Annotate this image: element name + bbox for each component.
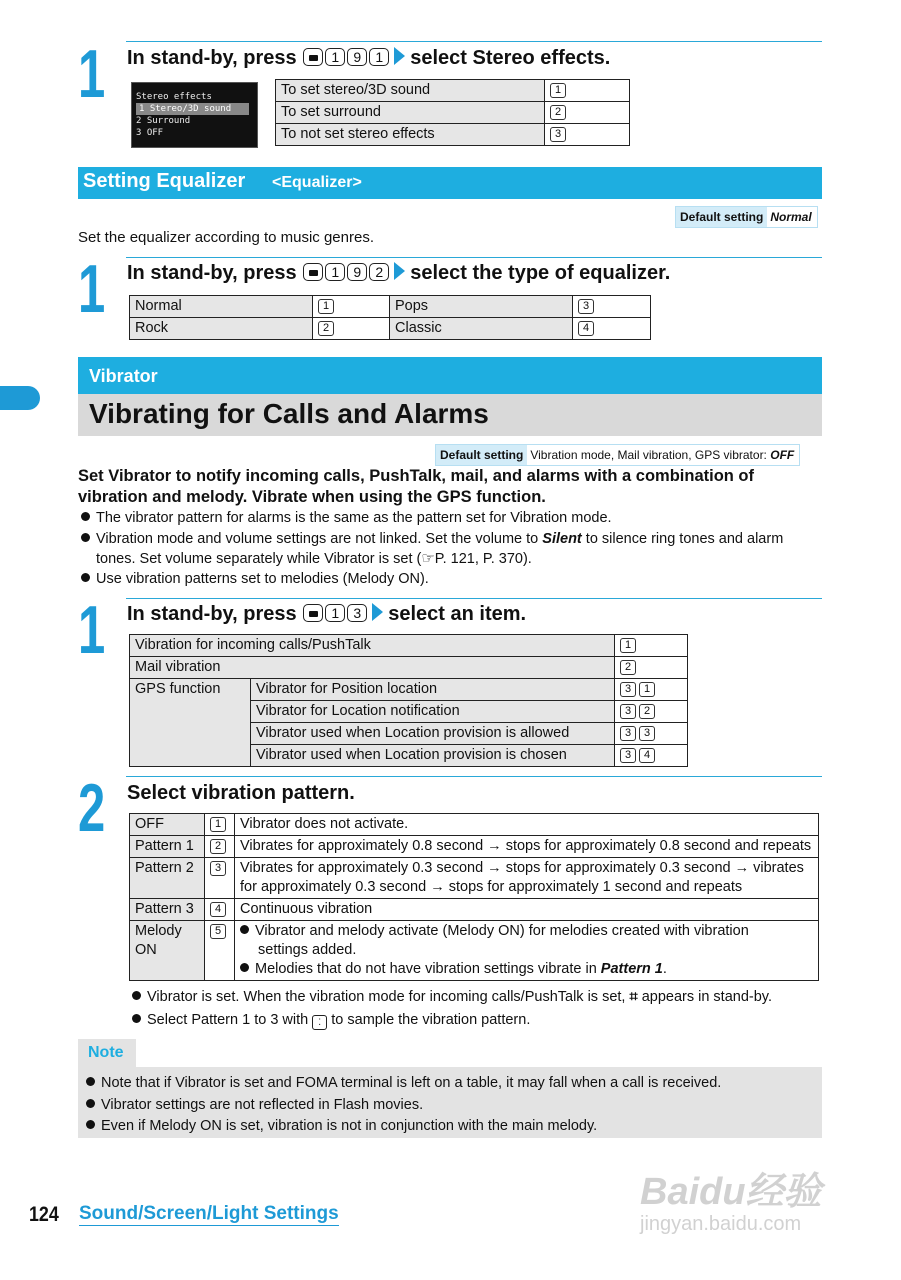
- table-row: [276, 102, 630, 124]
- table-cell: [573, 296, 651, 318]
- note-item: [86, 1073, 721, 1093]
- key-icon: 3: [578, 299, 594, 314]
- table-cell: Pops: [390, 296, 573, 318]
- bullet-icon: [86, 1099, 95, 1108]
- table-cell: [205, 814, 235, 836]
- cell-text: .: [662, 961, 667, 977]
- step-rule: [126, 776, 822, 777]
- table-cell: Vibrates for approximately 0.8 second → stops for approximately 0.8 second and repeats: [235, 836, 819, 858]
- step-title: [127, 602, 526, 626]
- table-cell: [615, 657, 688, 679]
- cell-line: ON: [135, 942, 157, 958]
- table-row: [130, 657, 688, 679]
- step-number: 1: [78, 36, 106, 112]
- note-box: [78, 1067, 822, 1138]
- bullet-item: [81, 569, 429, 589]
- table-row: [130, 296, 651, 318]
- step-title: Select vibration pattern.: [127, 782, 355, 804]
- key-icon: 3: [347, 604, 367, 622]
- cell-line: for approximately 0.3 second → stops for approximately 1 second and repeats: [240, 879, 743, 895]
- page-title-band: [78, 394, 822, 436]
- bullet-item: [81, 508, 612, 528]
- key-icon: 3: [620, 748, 636, 763]
- table-row: [130, 814, 819, 836]
- key-icon: 2: [550, 105, 566, 120]
- table-cell: Vibrator for Location notification: [251, 701, 615, 723]
- table-cell: [313, 296, 390, 318]
- table-cell: [235, 858, 819, 899]
- key-icon: 4: [639, 748, 655, 763]
- arrow-right-icon: [394, 262, 405, 280]
- pattern-table: [129, 813, 819, 981]
- arrow-right-icon: [394, 47, 405, 65]
- step-number: 1: [78, 592, 106, 668]
- phone-screen: [131, 82, 258, 148]
- bullet-icon: [132, 991, 141, 1000]
- key-icon: 5: [210, 924, 226, 939]
- bullet-text: Vibration mode and volume settings are not linked. Set the volume to: [96, 531, 539, 547]
- page-title: Vibrating for Calls and Alarms: [89, 398, 489, 429]
- step-prefix: In stand-by, press: [127, 603, 297, 625]
- note-text: Vibrator settings are not reflected in Flash movies.: [101, 1097, 424, 1113]
- intro-line: Set Vibrator to notify incoming calls, PushTalk, mail, and alarms with a combination of: [78, 467, 755, 485]
- key-icon: 2: [620, 660, 636, 675]
- default-setting-box: [675, 206, 818, 228]
- table-cell: [205, 836, 235, 858]
- cell-line: Vibrates for approximately 0.3 second → stops for approximately 0.3 second → vibrates: [240, 860, 804, 876]
- side-tab: [0, 386, 40, 410]
- screen-item: 2 Surround: [136, 116, 191, 126]
- bullet-icon: [81, 533, 90, 542]
- table-cell: [545, 102, 630, 124]
- table-cell: [615, 701, 688, 723]
- table-cell: [615, 745, 688, 767]
- key-icon: 1: [325, 604, 345, 622]
- bullet-text: Vibrator is set. When the vibration mode for incoming calls/PushTalk is set,: [147, 989, 626, 1005]
- step-prefix: In stand-by, press: [127, 262, 297, 284]
- table-cell: To set surround: [276, 102, 545, 124]
- table-cell: Vibration for incoming calls/PushTalk: [130, 635, 615, 657]
- section-title: Setting Equalizer: [83, 170, 246, 192]
- cell-em: Pattern 1: [600, 961, 663, 977]
- table-cell: Rock: [130, 318, 313, 340]
- step-suffix: select Stereo effects.: [410, 47, 611, 69]
- menu-key-icon: [303, 48, 323, 66]
- bullet-icon: [132, 1014, 141, 1023]
- note-label: Note: [88, 1044, 124, 1061]
- cell-line: settings added.: [258, 942, 357, 958]
- table-cell: [313, 318, 390, 340]
- table-cell: Pattern 3: [130, 899, 205, 921]
- bullet-text: The vibrator pattern for alarms is the same as the pattern set for Vibration mode.: [96, 510, 612, 526]
- default-value-text: Vibration mode, Mail vibration, GPS vibrator:: [530, 448, 767, 462]
- table-cell: [615, 679, 688, 701]
- screen-item: 3 OFF: [136, 128, 164, 138]
- note-label-box: [78, 1039, 136, 1067]
- reference-icon: ☞: [421, 550, 435, 567]
- key-icon: 3: [210, 861, 226, 876]
- section-link[interactable]: Sound/Screen/Light Settings: [79, 1203, 339, 1224]
- page-number: 124: [29, 1203, 59, 1226]
- step-title: [127, 46, 610, 70]
- table-cell: Vibrator used when Location provision is chosen: [251, 745, 615, 767]
- key-icon: 9: [347, 263, 367, 281]
- default-setting-box: [435, 444, 800, 466]
- bullet-text: to sample the vibration pattern.: [331, 1012, 531, 1028]
- default-label: Default setting: [436, 445, 527, 465]
- key-icon: 2: [210, 839, 226, 854]
- table-cell: [205, 858, 235, 899]
- note-item: [86, 1095, 423, 1115]
- key-icon: 4: [210, 902, 226, 917]
- default-value-em: OFF: [770, 448, 795, 462]
- section-subtitle: <Equalizer>: [272, 174, 362, 191]
- table-cell: Normal: [130, 296, 313, 318]
- step-number: 1: [78, 251, 106, 327]
- key-icon: 2: [369, 263, 389, 281]
- key-icon: 3: [620, 682, 636, 697]
- key-icon: 1: [325, 263, 345, 281]
- section-header: [78, 167, 822, 199]
- table-cell: [130, 921, 205, 981]
- table-cell: Vibrator does not activate.: [235, 814, 819, 836]
- step-rule: [126, 257, 822, 258]
- note-item: [86, 1116, 597, 1136]
- bullet-text: P. 121, P. 370).: [434, 551, 532, 567]
- key-icon: 2: [639, 704, 655, 719]
- section-description: Set the equalizer according to music genres.: [78, 229, 374, 246]
- bullet-text: tones. Set volume separately while Vibrator is set (: [96, 551, 422, 567]
- table-cell: [615, 635, 688, 657]
- table-cell: Classic: [390, 318, 573, 340]
- table-cell: Vibrator for Position location: [251, 679, 615, 701]
- default-label: Default setting: [676, 207, 767, 227]
- bullet-em: Silent: [542, 531, 582, 547]
- bullet-icon: [240, 963, 249, 972]
- table-cell: To not set stereo effects: [276, 124, 545, 146]
- table-cell: OFF: [130, 814, 205, 836]
- table-cell: GPS function: [130, 679, 251, 767]
- arrow-right-icon: [372, 603, 383, 621]
- note-text: Note that if Vibrator is set and FOMA terminal is left on a table, it may fall when a call is received.: [101, 1075, 722, 1091]
- bullet-text: Use vibration patterns set to melodies (Melody ON).: [96, 571, 429, 587]
- watermark-url: jingyan.baidu.com: [640, 1213, 802, 1235]
- table-row: [130, 858, 819, 899]
- table-cell: Vibrator used when Location provision is allowed: [251, 723, 615, 745]
- bullet-icon: [240, 925, 249, 934]
- table-cell: Pattern 1: [130, 836, 205, 858]
- bullet-item: [132, 1010, 530, 1030]
- step-rule: [126, 598, 822, 599]
- bullet-icon: [86, 1077, 95, 1086]
- step-suffix: select an item.: [388, 603, 527, 625]
- bullet-icon: [86, 1120, 95, 1129]
- step-prefix: In stand-by, press: [127, 47, 297, 69]
- default-value: [527, 445, 799, 465]
- vibrate-icon: ⌗: [629, 989, 638, 1005]
- table-row: [276, 80, 630, 102]
- menu-key-icon: [303, 263, 323, 281]
- key-icon: 3: [620, 704, 636, 719]
- key-icon: 1: [210, 817, 226, 832]
- step-rule: [126, 41, 822, 42]
- step-number: 2: [78, 770, 106, 846]
- key-icon: 3: [620, 726, 636, 741]
- table-row: [130, 836, 819, 858]
- menu-key-icon: [303, 604, 323, 622]
- cell-text: Melodies that do not have vibration settings vibrate in: [255, 961, 597, 977]
- intro-line: vibration and melody. Vibrate when using the GPS function.: [78, 488, 546, 506]
- table-cell: [545, 80, 630, 102]
- bullet-text: to silence ring tones and alarm: [585, 531, 784, 547]
- step-title: [127, 261, 670, 285]
- category-header: [78, 357, 822, 394]
- key-icon: 1: [550, 83, 566, 98]
- table-row: [130, 635, 688, 657]
- default-value: Normal: [770, 210, 812, 224]
- key-icon: 1: [318, 299, 334, 314]
- bullet-item: [132, 987, 772, 1007]
- table-row: [276, 124, 630, 146]
- watermark-brand: Baidu经验: [640, 1171, 822, 1213]
- bullet-text: Select Pattern 1 to 3 with: [147, 1012, 309, 1028]
- key-icon: 3: [550, 127, 566, 142]
- cell-line: Melody: [135, 923, 182, 939]
- cell-text: Vibrator and melody activate (Melody ON) for melodies created with vibration: [255, 923, 749, 939]
- bullet-item: [96, 549, 532, 569]
- key-icon: 1: [639, 682, 655, 697]
- screen-item: 1 Stereo/3D sound: [136, 103, 249, 115]
- key-icon: 9: [347, 48, 367, 66]
- table-cell: [545, 124, 630, 146]
- bullet-item: [81, 529, 783, 549]
- key-icon: 2: [318, 321, 334, 336]
- key-icon: 1: [369, 48, 389, 66]
- table-cell: [615, 723, 688, 745]
- cell-bullet: [240, 922, 813, 941]
- table-row: [130, 318, 651, 340]
- vibration-items-table: [129, 634, 688, 767]
- screen-title: Stereo effects: [136, 92, 212, 102]
- table-cell: Mail vibration: [130, 657, 615, 679]
- bullet-icon: [81, 573, 90, 582]
- key-icon: 3: [639, 726, 655, 741]
- nav-key-icon: ⁚: [312, 1015, 327, 1030]
- watermark: [640, 1160, 822, 1236]
- cell-bullet: [240, 960, 813, 979]
- stereo-table: [275, 79, 630, 146]
- bullet-icon: [81, 512, 90, 521]
- table-cell: [235, 921, 819, 981]
- note-text: Even if Melody ON is set, vibration is not in conjunction with the main melody.: [101, 1118, 598, 1134]
- category-title: Vibrator: [89, 366, 158, 386]
- table-cell: Continuous vibration: [235, 899, 819, 921]
- table-cell: To set stereo/3D sound: [276, 80, 545, 102]
- bullet-text: appears in stand-by.: [641, 989, 772, 1005]
- table-cell: [205, 899, 235, 921]
- intro-text: [78, 466, 754, 508]
- table-row: [130, 899, 819, 921]
- key-icon: 1: [325, 48, 345, 66]
- key-icon: 1: [620, 638, 636, 653]
- table-cell: [205, 921, 235, 981]
- table-row: [130, 921, 819, 981]
- step-suffix: select the type of equalizer.: [410, 262, 671, 284]
- equalizer-table: [129, 295, 651, 340]
- table-cell: Pattern 2: [130, 858, 205, 899]
- table-cell: [573, 318, 651, 340]
- table-row: [130, 679, 688, 701]
- key-icon: 4: [578, 321, 594, 336]
